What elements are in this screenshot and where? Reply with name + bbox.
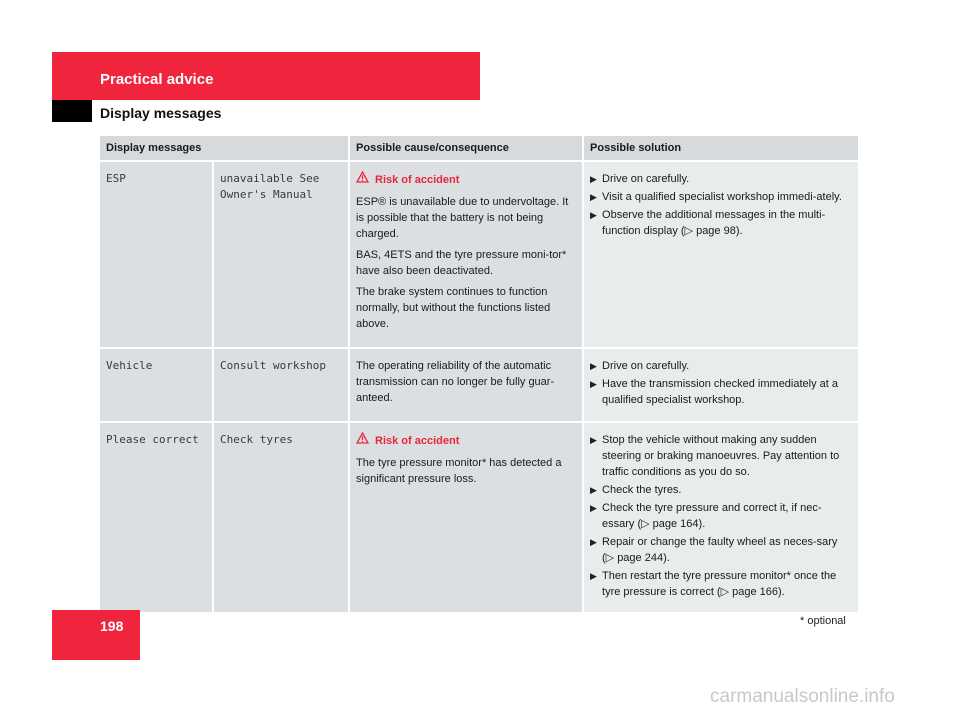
cause-cell bbox=[350, 162, 582, 347]
solution-text: Then restart the tyre pressure monitor* once the tyre pressure is correct (▷ page 166). bbox=[602, 570, 837, 598]
column-header-display-messages: Display messages bbox=[100, 136, 348, 160]
cause-text: The operating reliability of the automatic transmission can no longer be fully guar-anteed. bbox=[356, 360, 555, 404]
risk-label: Risk of accident bbox=[375, 434, 460, 447]
cause-cell bbox=[350, 349, 582, 421]
cause-text: The tyre pressure monitor* has detected a significant pressure loss. bbox=[356, 457, 562, 485]
solution-list bbox=[590, 171, 852, 239]
arrow-right-icon: ▶ bbox=[590, 503, 597, 513]
arrow-right-icon: ▶ bbox=[590, 537, 597, 547]
column-header-cause: Possible cause/consequence bbox=[350, 136, 582, 160]
cause-text: ESP® is unavailable due to undervoltage. It is possible that the battery is not being charged. bbox=[356, 196, 569, 240]
arrow-right-icon: ▶ bbox=[590, 192, 597, 202]
solution-cell bbox=[584, 423, 858, 612]
solution-list bbox=[590, 432, 852, 600]
page-subtitle: Display messages bbox=[100, 105, 222, 121]
solution-item bbox=[590, 358, 852, 374]
solution-text: Repair or change the faulty wheel as neces-sary (▷ page 244). bbox=[602, 536, 838, 564]
solution-text: Observe the additional messages in the multi-function display (▷ page 98). bbox=[602, 209, 826, 237]
table-row bbox=[100, 162, 858, 347]
page-number-band bbox=[52, 610, 140, 660]
solution-cell bbox=[584, 349, 858, 421]
solution-item bbox=[590, 500, 852, 532]
solution-text: Drive on carefully. bbox=[602, 173, 690, 185]
solution-text: Stop the vehicle without making any sudden steering or braking manoeuvres. Pay attention to traffic conditions as you do so. bbox=[602, 434, 840, 478]
cause-cell bbox=[350, 423, 582, 612]
footnote: * optional bbox=[800, 615, 846, 627]
solution-item bbox=[590, 207, 852, 239]
column-header-solution: Possible solution bbox=[584, 136, 858, 160]
solution-item bbox=[590, 171, 852, 187]
watermark: carmanualsonline.info bbox=[710, 686, 895, 707]
table-row bbox=[100, 423, 858, 612]
display-message-line-2: Check tyres bbox=[214, 423, 348, 612]
subtitle-marker bbox=[52, 100, 92, 122]
display-message-line-2: unavailable See Owner's Manual bbox=[214, 162, 348, 347]
solution-text: Have the transmission checked immediately at a qualified specialist workshop. bbox=[602, 378, 839, 406]
solution-text: Check the tyre pressure and correct it, if nec-essary (▷ page 164). bbox=[602, 502, 822, 530]
cause-text: The brake system continues to function normally, but without the functions listed above. bbox=[356, 286, 551, 330]
solution-item bbox=[590, 432, 852, 480]
arrow-right-icon: ▶ bbox=[590, 485, 597, 495]
arrow-right-icon: ▶ bbox=[590, 174, 597, 184]
solution-text: Visit a qualified specialist workshop immedi-ately. bbox=[602, 191, 842, 203]
cause-text: BAS, 4ETS and the tyre pressure moni-tor* have also been deactivated. bbox=[356, 249, 567, 277]
arrow-right-icon: ▶ bbox=[590, 435, 597, 445]
display-message-line-2: Consult workshop bbox=[214, 349, 348, 421]
arrow-right-icon: ▶ bbox=[590, 571, 597, 581]
solution-text: Check the tyres. bbox=[602, 484, 682, 496]
risk-warning bbox=[356, 432, 576, 449]
solution-item bbox=[590, 482, 852, 498]
solution-item bbox=[590, 189, 852, 205]
table-header-row bbox=[100, 136, 858, 160]
arrow-right-icon: ▶ bbox=[590, 361, 597, 371]
table-row bbox=[100, 349, 858, 421]
solution-text: Drive on carefully. bbox=[602, 360, 690, 372]
warning-triangle-icon bbox=[356, 432, 375, 449]
solution-list bbox=[590, 358, 852, 408]
section-title: Practical advice bbox=[100, 71, 214, 88]
display-messages-table bbox=[98, 134, 860, 614]
solution-item bbox=[590, 568, 852, 600]
risk-warning bbox=[356, 171, 576, 188]
warning-triangle-icon bbox=[356, 171, 375, 188]
page-number: 198 bbox=[100, 618, 124, 634]
arrow-right-icon: ▶ bbox=[590, 379, 597, 389]
solution-cell bbox=[584, 162, 858, 347]
risk-label: Risk of accident bbox=[375, 173, 460, 186]
display-message-line-1: ESP bbox=[100, 162, 212, 347]
display-message-line-1: Vehicle bbox=[100, 349, 212, 421]
display-message-line-1: Please correct bbox=[100, 423, 212, 612]
arrow-right-icon: ▶ bbox=[590, 210, 597, 220]
solution-item bbox=[590, 534, 852, 566]
solution-item bbox=[590, 376, 852, 408]
